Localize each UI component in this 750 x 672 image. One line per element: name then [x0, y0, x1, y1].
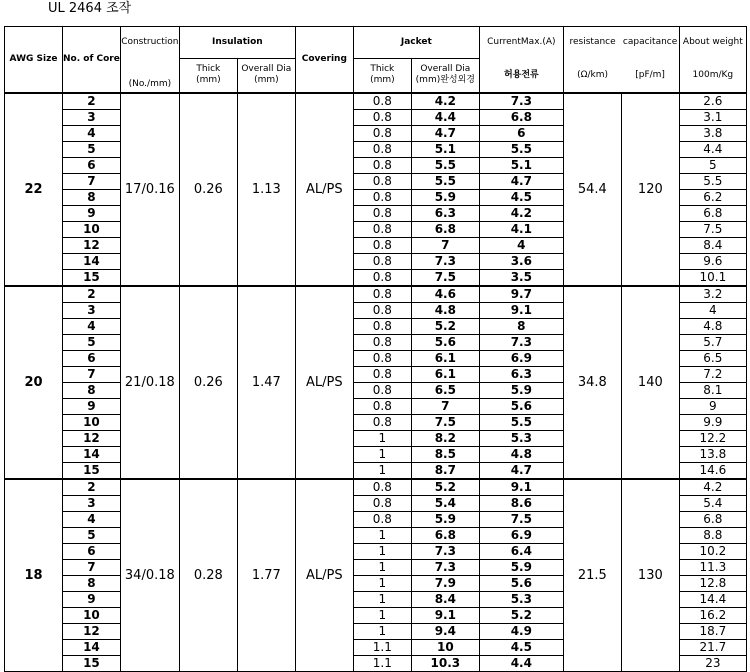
- jacket-od-cell: 7.5: [411, 269, 479, 286]
- current-max-cell: 5.5: [479, 414, 563, 430]
- jacket-thick-cell: 1: [353, 462, 411, 479]
- weight-cell: 10.2: [679, 543, 746, 559]
- jacket-thick-cell: 0.8: [353, 93, 411, 110]
- header-construction-unit: (No./mm): [120, 59, 179, 93]
- jacket-thick-cell: 0.8: [353, 382, 411, 398]
- jacket-od-cell: 7.3: [411, 253, 479, 269]
- core-count-cell: 12: [63, 623, 121, 639]
- insulation-od-cell: 1.13: [237, 93, 295, 286]
- jacket-od-cell: 5.5: [411, 173, 479, 189]
- jacket-thick-cell: 0.8: [353, 173, 411, 189]
- label: Thick: [370, 64, 395, 75]
- current-max-cell: 4.2: [479, 205, 563, 221]
- weight-cell: 8.4: [679, 237, 746, 253]
- weight-cell: 4.4: [679, 141, 746, 157]
- jacket-od-cell: 6.5: [411, 382, 479, 398]
- jacket-od-cell: 7.5: [411, 414, 479, 430]
- jacket-thick-cell: 0.8: [353, 495, 411, 511]
- weight-cell: 18.7: [679, 623, 746, 639]
- jacket-od-cell: 10.3: [411, 655, 479, 671]
- jacket-thick-cell: 0.8: [353, 237, 411, 253]
- capacitance-cell: 120: [621, 93, 679, 286]
- jacket-thick-cell: 1: [353, 543, 411, 559]
- core-count-cell: 10: [63, 221, 121, 237]
- header-resistance-unit: (Ω/km): [563, 59, 621, 93]
- weight-cell: 3.1: [679, 109, 746, 125]
- header-jacket-od: [411, 59, 479, 93]
- jacket-thick-cell: 1.1: [353, 639, 411, 655]
- jacket-thick-cell: 1: [353, 607, 411, 623]
- header-jacket: Jacket: [353, 27, 479, 59]
- jacket-od-cell: 9.1: [411, 607, 479, 623]
- core-count-cell: 2: [63, 286, 121, 303]
- header-insulation-od: [237, 59, 295, 93]
- jacket-od-cell: 7: [411, 398, 479, 414]
- current-max-cell: 6.9: [479, 527, 563, 543]
- core-count-cell: 15: [63, 269, 121, 286]
- weight-cell: 8.1: [679, 382, 746, 398]
- header-weight: About weight: [679, 27, 746, 59]
- insulation-od-cell: 1.47: [237, 286, 295, 479]
- jacket-od-cell: 8.4: [411, 591, 479, 607]
- resistance-cell: 21.5: [563, 479, 621, 672]
- core-count-cell: 2: [63, 479, 121, 496]
- header-current-sub: 허용전류: [479, 59, 563, 93]
- core-count-cell: 10: [63, 607, 121, 623]
- jacket-thick-cell: 1: [353, 446, 411, 462]
- core-count-cell: 7: [63, 366, 121, 382]
- jacket-od-cell: 8.5: [411, 446, 479, 462]
- jacket-thick-cell: 0.8: [353, 350, 411, 366]
- current-max-cell: 5.9: [479, 382, 563, 398]
- current-max-cell: 5.5: [479, 141, 563, 157]
- core-count-cell: 14: [63, 446, 121, 462]
- jacket-thick-cell: 0.8: [353, 414, 411, 430]
- jacket-thick-cell: 1: [353, 623, 411, 639]
- capacitance-cell: 140: [621, 286, 679, 479]
- weight-cell: 2.6: [679, 93, 746, 110]
- core-count-cell: 12: [63, 430, 121, 446]
- current-max-cell: 7.3: [479, 334, 563, 350]
- header-no-of-core: No. of Core: [63, 27, 121, 93]
- weight-cell: 5.7: [679, 334, 746, 350]
- jacket-thick-cell: 0.8: [353, 318, 411, 334]
- core-count-cell: 2: [63, 93, 121, 110]
- weight-cell: 11.3: [679, 559, 746, 575]
- jacket-od-cell: 5.5: [411, 157, 479, 173]
- jacket-thick-cell: 1: [353, 591, 411, 607]
- weight-cell: 4: [679, 302, 746, 318]
- jacket-thick-cell: 0.8: [353, 253, 411, 269]
- header-resistance: resistance: [563, 27, 621, 59]
- core-count-cell: 14: [63, 639, 121, 655]
- core-count-cell: 9: [63, 398, 121, 414]
- current-max-cell: 4.5: [479, 189, 563, 205]
- document-title: UL 2464 조작: [48, 1, 132, 16]
- jacket-thick-cell: 1: [353, 575, 411, 591]
- core-count-cell: 15: [63, 462, 121, 479]
- weight-cell: 9: [679, 398, 746, 414]
- weight-cell: 7.2: [679, 366, 746, 382]
- core-count-cell: 9: [63, 591, 121, 607]
- awg-size-cell: 20: [5, 286, 63, 479]
- core-count-cell: 7: [63, 559, 121, 575]
- jacket-od-cell: 10: [411, 639, 479, 655]
- jacket-od-cell: 7.3: [411, 543, 479, 559]
- core-count-cell: 8: [63, 382, 121, 398]
- current-max-cell: 9.1: [479, 479, 563, 496]
- jacket-od-cell: 6.8: [411, 527, 479, 543]
- core-count-cell: 4: [63, 318, 121, 334]
- current-max-cell: 8.6: [479, 495, 563, 511]
- current-max-cell: 5.6: [479, 575, 563, 591]
- weight-cell: 3.2: [679, 286, 746, 303]
- current-max-cell: 5.3: [479, 430, 563, 446]
- table-row: [5, 286, 747, 303]
- core-count-cell: 5: [63, 527, 121, 543]
- jacket-od-cell: 5.2: [411, 318, 479, 334]
- jacket-od-cell: 7.3: [411, 559, 479, 575]
- label: Thick: [196, 64, 221, 75]
- jacket-od-cell: 4.7: [411, 125, 479, 141]
- jacket-od-cell: 5.1: [411, 141, 479, 157]
- weight-cell: 6.5: [679, 350, 746, 366]
- current-max-cell: 6.9: [479, 350, 563, 366]
- jacket-od-cell: 6.3: [411, 205, 479, 221]
- weight-cell: 9.9: [679, 414, 746, 430]
- weight-cell: 5.4: [679, 495, 746, 511]
- unit: (mm)완성외경: [415, 75, 476, 86]
- covering-cell: AL/PS: [295, 479, 353, 672]
- current-max-cell: 3.5: [479, 269, 563, 286]
- jacket-od-cell: 7.9: [411, 575, 479, 591]
- current-max-cell: 5.6: [479, 398, 563, 414]
- weight-cell: 4.8: [679, 318, 746, 334]
- jacket-thick-cell: 0.8: [353, 398, 411, 414]
- unit: (mm): [196, 75, 221, 86]
- jacket-od-cell: 8.7: [411, 462, 479, 479]
- core-count-cell: 3: [63, 495, 121, 511]
- label: Overall Dia: [241, 64, 292, 75]
- weight-cell: 6.8: [679, 205, 746, 221]
- jacket-od-cell: 5.9: [411, 511, 479, 527]
- jacket-thick-cell: 0.8: [353, 157, 411, 173]
- weight-cell: 5.5: [679, 173, 746, 189]
- weight-cell: 14.6: [679, 462, 746, 479]
- construction-cell: 34/0.18: [120, 479, 179, 672]
- jacket-od-cell: 5.9: [411, 189, 479, 205]
- weight-cell: 12.8: [679, 575, 746, 591]
- core-count-cell: 3: [63, 302, 121, 318]
- jacket-od-cell: 6.1: [411, 350, 479, 366]
- core-count-cell: 4: [63, 511, 121, 527]
- core-count-cell: 8: [63, 575, 121, 591]
- capacitance-cell: 130: [621, 479, 679, 672]
- covering-cell: AL/PS: [295, 93, 353, 286]
- jacket-od-cell: 5.6: [411, 334, 479, 350]
- cable-spec-table: [4, 26, 747, 672]
- weight-cell: 6.8: [679, 511, 746, 527]
- current-max-cell: 6: [479, 125, 563, 141]
- header-current-max: CurrentMax.(A): [479, 27, 563, 59]
- jacket-od-cell: 4.4: [411, 109, 479, 125]
- current-max-cell: 4: [479, 237, 563, 253]
- current-max-cell: 4.4: [479, 655, 563, 671]
- jacket-thick-cell: 0.8: [353, 366, 411, 382]
- current-max-cell: 5.3: [479, 591, 563, 607]
- core-count-cell: 7: [63, 173, 121, 189]
- weight-cell: 10.1: [679, 269, 746, 286]
- jacket-thick-cell: 0.8: [353, 141, 411, 157]
- current-max-cell: 4.7: [479, 462, 563, 479]
- jacket-od-cell: 6.1: [411, 366, 479, 382]
- unit: (mm): [370, 75, 395, 86]
- weight-cell: 4.2: [679, 479, 746, 496]
- jacket-thick-cell: 0.8: [353, 125, 411, 141]
- weight-cell: 21.7: [679, 639, 746, 655]
- core-count-cell: 8: [63, 189, 121, 205]
- jacket-od-cell: 8.2: [411, 430, 479, 446]
- weight-cell: 8.8: [679, 527, 746, 543]
- construction-cell: 21/0.18: [120, 286, 179, 479]
- jacket-thick-cell: 1: [353, 430, 411, 446]
- core-count-cell: 6: [63, 543, 121, 559]
- jacket-thick-cell: 0.8: [353, 334, 411, 350]
- awg-size-cell: 22: [5, 93, 63, 286]
- insulation-thick-cell: 0.26: [179, 93, 237, 286]
- weight-cell: 12.2: [679, 430, 746, 446]
- core-count-cell: 12: [63, 237, 121, 253]
- jacket-thick-cell: 0.8: [353, 286, 411, 303]
- jacket-thick-cell: 1: [353, 527, 411, 543]
- current-max-cell: 4.5: [479, 639, 563, 655]
- core-count-cell: 10: [63, 414, 121, 430]
- current-max-cell: 4.7: [479, 173, 563, 189]
- jacket-od-cell: 5.4: [411, 495, 479, 511]
- core-count-cell: 4: [63, 125, 121, 141]
- header-jacket-thick: [353, 59, 411, 93]
- header-awg-size: AWG Size: [5, 27, 63, 93]
- weight-cell: 6.2: [679, 189, 746, 205]
- jacket-od-cell: 5.2: [411, 479, 479, 496]
- covering-cell: AL/PS: [295, 286, 353, 479]
- jacket-thick-cell: 0.8: [353, 205, 411, 221]
- current-max-cell: 8: [479, 318, 563, 334]
- jacket-thick-cell: 0.8: [353, 269, 411, 286]
- current-max-cell: 5.2: [479, 607, 563, 623]
- insulation-thick-cell: 0.26: [179, 286, 237, 479]
- weight-cell: 16.2: [679, 607, 746, 623]
- jacket-thick-cell: 0.8: [353, 109, 411, 125]
- current-max-cell: 7.3: [479, 93, 563, 110]
- weight-cell: 7.5: [679, 221, 746, 237]
- unit: (mm): [254, 75, 279, 86]
- current-max-cell: 6.8: [479, 109, 563, 125]
- header-covering: Covering: [295, 27, 353, 93]
- header-construction: Construction: [120, 27, 179, 59]
- header-insulation-thick: [179, 59, 237, 93]
- insulation-od-cell: 1.77: [237, 479, 295, 672]
- current-max-cell: 5.9: [479, 559, 563, 575]
- jacket-od-cell: 4.6: [411, 286, 479, 303]
- header-capacitance-unit: [pF/m]: [621, 59, 679, 93]
- current-max-cell: 4.8: [479, 446, 563, 462]
- table-row: [5, 479, 747, 496]
- core-count-cell: 15: [63, 655, 121, 671]
- weight-cell: 9.6: [679, 253, 746, 269]
- jacket-thick-cell: 1: [353, 559, 411, 575]
- resistance-cell: 54.4: [563, 93, 621, 286]
- jacket-od-cell: 4.8: [411, 302, 479, 318]
- header-insulation: Insulation: [179, 27, 295, 59]
- current-max-cell: 6.3: [479, 366, 563, 382]
- weight-cell: 23: [679, 655, 746, 671]
- jacket-thick-cell: 1.1: [353, 655, 411, 671]
- core-count-cell: 6: [63, 157, 121, 173]
- current-max-cell: 9.7: [479, 286, 563, 303]
- core-count-cell: 3: [63, 109, 121, 125]
- current-max-cell: 4.9: [479, 623, 563, 639]
- jacket-thick-cell: 0.8: [353, 189, 411, 205]
- core-count-cell: 5: [63, 141, 121, 157]
- jacket-thick-cell: 0.8: [353, 511, 411, 527]
- construction-cell: 17/0.16: [120, 93, 179, 286]
- current-max-cell: 7.5: [479, 511, 563, 527]
- current-max-cell: 6.4: [479, 543, 563, 559]
- table-body: [5, 93, 747, 672]
- awg-size-cell: 18: [5, 479, 63, 672]
- core-count-cell: 5: [63, 334, 121, 350]
- core-count-cell: 9: [63, 205, 121, 221]
- jacket-od-cell: 4.2: [411, 93, 479, 110]
- weight-cell: 3.8: [679, 125, 746, 141]
- current-max-cell: 5.1: [479, 157, 563, 173]
- weight-cell: 5: [679, 157, 746, 173]
- core-count-cell: 6: [63, 350, 121, 366]
- table-row: [5, 93, 747, 110]
- insulation-thick-cell: 0.28: [179, 479, 237, 672]
- weight-cell: 14.4: [679, 591, 746, 607]
- jacket-od-cell: 9.4: [411, 623, 479, 639]
- current-max-cell: 9.1: [479, 302, 563, 318]
- header-weight-unit: 100m/Kg: [679, 59, 746, 93]
- header-capacitance: capacitance: [621, 27, 679, 59]
- core-count-cell: 14: [63, 253, 121, 269]
- current-max-cell: 4.1: [479, 221, 563, 237]
- current-max-cell: 3.6: [479, 253, 563, 269]
- jacket-od-cell: 7: [411, 237, 479, 253]
- resistance-cell: 34.8: [563, 286, 621, 479]
- jacket-od-cell: 6.8: [411, 221, 479, 237]
- jacket-thick-cell: 0.8: [353, 302, 411, 318]
- weight-cell: 13.8: [679, 446, 746, 462]
- label: Overall Dia: [420, 64, 471, 75]
- jacket-thick-cell: 0.8: [353, 479, 411, 496]
- jacket-thick-cell: 0.8: [353, 221, 411, 237]
